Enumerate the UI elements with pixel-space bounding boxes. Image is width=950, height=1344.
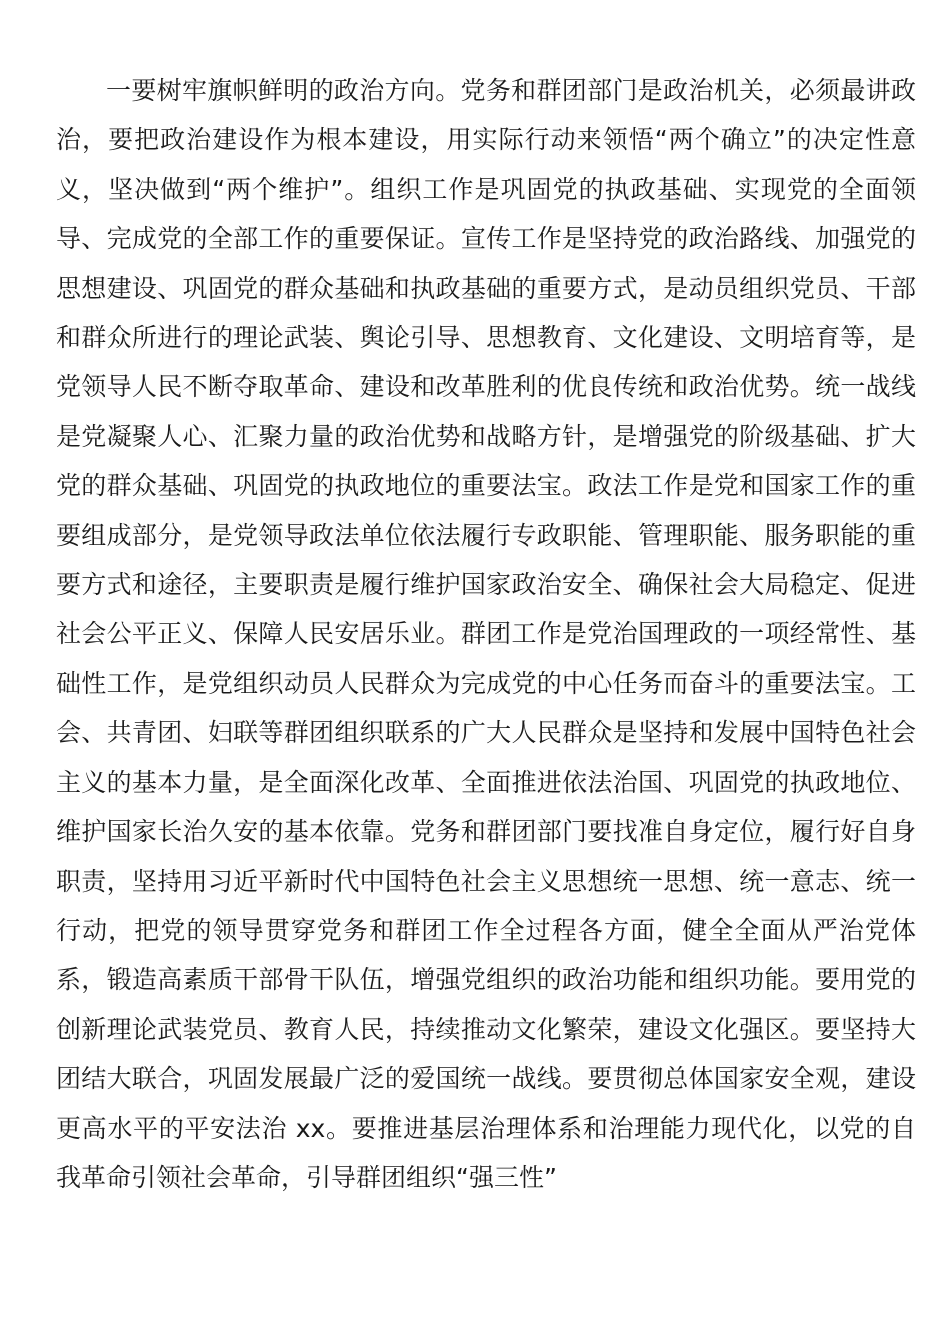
body-paragraph: 一要树牢旗帜鲜明的政治方向。党务和群团部门是政治机关，必须最讲政治，要把政治建设作为根本建设，用实际行动来领悟“两个确立”的决定性意义，坚决做到“两个维护”。组织工作是巩固党的执政基础、实现党的全面领导、完成党的全部工作的重要保证。宣传工作是坚持党的政治路线、加强党的思想建设、巩固党的群众基础和执政基础的重要方式，是动员组织党员、干部和群众所进行的理论武装、舆论引导、思想教育、文化建设、文明培育等，是党领导人民不断夺取革命、建设和改革胜利的优良传统和政治优势。统一战线是党凝聚人心、汇聚力量的政治优势和战略方针，是增强党的阶级基础、扩大党的群众基础、巩固党的执政地位的重要法宝。政法工作是党和国家工作的重要组成部分，是党领导政法单位依法履行专政职能、管理职能、服务职能的重要方式和途径，主要职责是履行维护国家政治安全、确保社会大局稳定、促进社会公平正义、保障人民安居乐业。群团工作是党治国理政的一项经常性、基础性工作，是党组织动员人民群众为完成党的中心任务而奋斗的重要法宝。工会、共青团、妇联等群团组织联系的广大人民群众是坚持和发展中国特色社会主义的基本力量，是全面深化改革、全面推进依法治国、巩固党的执政地位、维护国家长治久安的基本依靠。党务和群团部门要找准自身定位，履行好自身职责，坚持用习近平新时代中国特色社会主义思想统一思想、统一意志、统一行动，把党的领导贯穿党务和群团工作全过程各方面，健全全面从严治党体系，锻造高素质干部骨干队伍，增强党组织的政治功能和组织功能。要用党的创新理论武装党员、教育人民，持续推动文化繁荣，建设文化强区。要坚持大团结大联合，巩固发展最广泛的爱国统一战线。要贯彻总体国家安全观，建设更高水平的平安法治 xx。要推进基层治理体系和治理能力现代化，以党的自我革命引领社会革命，引导群团组织“强三性”	[56, 76, 916, 1192]
